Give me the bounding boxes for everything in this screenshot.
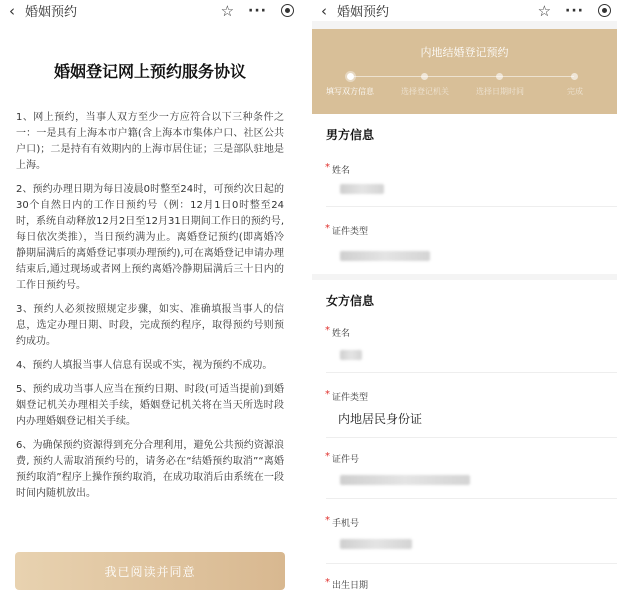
step-dot-3 (496, 73, 503, 80)
female-name-value[interactable] (340, 350, 362, 360)
navbar-actions (221, 0, 294, 21)
clause-5: 5、预约成功当事人应当在预约日期、时段(可适当提前)到婚姻登记机关办理相关手续，婚姻登记机关将在当天所选时段内办理婚姻登记相关手续。 (16, 384, 284, 427)
male-section (312, 114, 617, 274)
more-icon[interactable]: ··· (565, 2, 584, 19)
back-icon[interactable]: ‹ (9, 1, 15, 20)
clause-4: 4、预约人填报当事人信息有误或不实，视为预约不成功。 (16, 360, 273, 371)
header-title: 内地结婚登记预约 (420, 46, 509, 59)
target-icon[interactable] (281, 4, 294, 17)
nav-title: 婚姻预约 (25, 5, 78, 20)
male-name-label: * 姓名 (325, 162, 351, 176)
star-icon[interactable]: ☆ (220, 1, 235, 20)
step-line (354, 76, 574, 77)
step-dot-4 (571, 73, 578, 80)
female-name-label: * 姓名 (325, 325, 351, 339)
step-label-4: 完成 (567, 87, 583, 96)
agreement-panel (0, 0, 300, 597)
agree-button[interactable]: 我已阅读并同意 (15, 552, 285, 590)
step-dot-2 (421, 73, 428, 80)
progress-header (312, 29, 617, 114)
step-label-1: 填写双方信息 (326, 87, 374, 96)
clause-3: 3、预约人必须按照规定步骤，如实、准确填报当事人的信息，选定办理日期、时段，完成预约程序，取得预约号则预约成功。 (16, 304, 284, 347)
step-label-2: 选择登记机关 (401, 87, 449, 96)
male-section-title: 男方信息 (326, 128, 375, 142)
female-id-type-value[interactable]: 内地居民身份证 (338, 412, 423, 426)
navbar-actions (538, 0, 611, 21)
male-id-type-value[interactable] (340, 251, 430, 261)
male-id-type-label: * 证件类型 (325, 223, 369, 237)
clause-6: 6、为确保预约资源得到充分合理利用，避免公共预约资源浪费, 预约人需取消预约号的，请务必在“结婚预约取消”“离婚预约取消”程序上操作预约取消，在成功取消后由系统在一段时间内随机放出。 (16, 440, 284, 499)
clause-2: 2、预约办理日期为每日凌晨0时整至24时，可预约次日起的30个自然日内的工作日预约号（例：12月1日0时整至24时，系统自动释放12月2日至12月31日期间工作日的预约号,每日依次类推），当日预约满为止。离婚登记预约(即离婚冷静期届满后的离婚登记事项办理预约),可在离婚登记申请办理结束后,通过现场或者网上预约离婚冷静期届满后三十日内的工作日预约号。 (16, 184, 284, 291)
form-panel (312, 0, 617, 597)
panel-gap (300, 0, 312, 597)
nav-title: 婚姻预约 (337, 5, 390, 20)
female-birth-label: * 出生日期 (325, 577, 369, 591)
target-icon[interactable] (598, 4, 611, 17)
female-id-number-label: * 证件号 (325, 451, 360, 465)
female-phone-label: * 手机号 (325, 515, 360, 529)
agreement-clauses (0, 110, 300, 502)
page-title: 婚姻登记网上预约服务协议 (53, 62, 246, 81)
female-id-type-label: * 证件类型 (325, 389, 369, 403)
step-label-3: 选择日期时间 (476, 87, 524, 96)
back-icon[interactable]: ‹ (321, 1, 327, 20)
male-name-value[interactable] (340, 184, 384, 194)
step-indicator (312, 65, 617, 105)
star-icon[interactable]: ☆ (537, 1, 552, 20)
female-section-title: 女方信息 (326, 294, 375, 308)
female-id-number-value[interactable] (340, 475, 470, 485)
clause-1: 1、网上预约，当事人双方至少一方应符合以下三种条件之一：一是具有上海本市户籍(含上海本市集体户口、社区公共户口)；二是持有有效期内的上海市居住证；三是部队驻地是上海。 (16, 112, 284, 171)
female-phone-value[interactable] (340, 539, 412, 549)
step-dot-1 (347, 73, 354, 80)
navbar (0, 0, 300, 21)
female-section (312, 280, 617, 597)
more-icon[interactable]: ··· (248, 2, 267, 19)
navbar (312, 0, 617, 21)
